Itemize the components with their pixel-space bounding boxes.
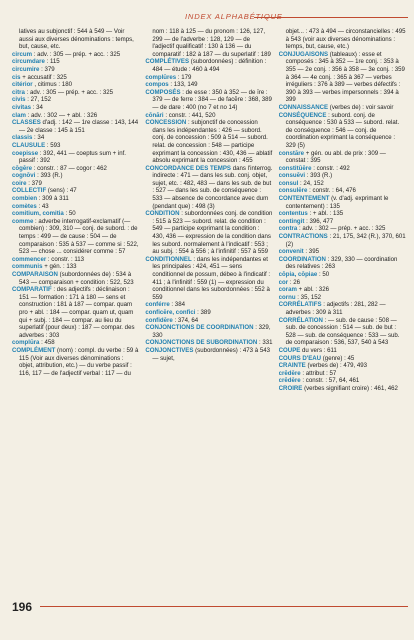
index-references: : 389 [197, 308, 211, 316]
index-headword: consuēvi [278, 172, 306, 180]
index-references: : des adjectifs : déclinaison : 151 — formation : 171 à 180 — sens et construction : 181 à 187 — compar. quam pro + abl. : 184 — compar. quam ut, quam qui + subj. : 184 — compar. au lieu du superlatif (pour deux) : 187 — compar. des adverbes : 303 [19, 286, 135, 339]
index-entry [278, 271, 406, 279]
index-entry [145, 301, 272, 309]
index-entry [145, 210, 273, 256]
index-entry [278, 278, 406, 287]
index-headword: cognōvi [12, 172, 36, 180]
index-headword: COMPARAISON [12, 271, 58, 278]
index-headword: convenit [278, 248, 304, 256]
index-headword: COMPLÉTIVES [145, 58, 190, 66]
index-references: (sens) : 47 [47, 187, 77, 195]
index-entry [12, 195, 139, 203]
index-entry [278, 103, 406, 112]
index-headword: CLAUSULE [12, 141, 46, 149]
index-references: : + abl. : 135 [309, 210, 344, 218]
index-references: : 329, 330 [152, 324, 271, 339]
index-headword: COMPARATIF [12, 286, 52, 294]
index-entry [12, 187, 139, 195]
index-entry [12, 111, 139, 120]
index-entry [12, 73, 139, 82]
index-entry [278, 50, 406, 104]
index-entry [12, 202, 139, 211]
index-headword: consulĕre [278, 187, 308, 195]
index-entry [278, 301, 406, 316]
index-headword: coepisse [12, 149, 39, 157]
index-entry [278, 225, 406, 233]
index-headword: comme [12, 217, 34, 225]
index-references: : 50 [318, 271, 330, 278]
index-column-3 [279, 28, 406, 608]
index-headword: COMPLÉMENT [12, 346, 56, 354]
index-headword: CONJONCTIONS DE SUBORDINATION [145, 339, 258, 347]
running-title: INDEX ALPHABÉTIQUE [185, 12, 283, 21]
index-headword: complūra [12, 339, 40, 347]
index-entry [12, 81, 139, 89]
index-headword: cōnāri [145, 111, 164, 119]
index-references: : de esse : 350 à 352 — de īre : 379 — de ferre : 384 — de facĕre : 368, 389 — de dare : 400 (no 7 et no 14) [152, 88, 272, 111]
index-references: dans l'interrog. indirecte : 471 — dans les sub. conj. objet, sujet, etc. : 482, 483 — dans les sub. de but : 527 — dans les sub. de conséquence : 533 — absence de concordance avec dum (pendant que) : 498 (3) [152, 164, 273, 210]
index-columns [12, 28, 406, 608]
index-references: : 374, 64 [174, 316, 199, 324]
index-headword: CORRÉLATION [278, 316, 323, 324]
index-references: : dans les indépendantes et les principales : 424, 451 — sens conditionnel de possum, débeo à l'indicatif : 411 ; à l'infinitif : 559 (1) — expression du conditionnel dans les subordonnées : 552 à 559 [152, 255, 271, 301]
index-headword: complūres [145, 73, 177, 81]
index-entry [278, 233, 406, 248]
index-entry [19, 28, 139, 51]
index-references: : adv. : 302 — + abl. : 326 [27, 111, 98, 119]
index-entry [12, 141, 139, 150]
index-headword: comitium, comitia [12, 210, 64, 218]
index-references: : 593 [46, 141, 61, 149]
index-entry [12, 134, 139, 142]
index-headword: CRAINTE [278, 362, 306, 370]
index-references: : 115 [46, 58, 60, 66]
index-headword: COLLECTIF [12, 187, 47, 195]
index-headword: conférre [145, 301, 170, 309]
index-entry [145, 58, 272, 73]
index-headword: CONDITIONNEL [145, 255, 192, 263]
index-references: : 43 [38, 202, 49, 210]
index-headword: CONCESSION [145, 119, 187, 127]
index-column-2 [145, 28, 272, 608]
index-references: : 34 [32, 103, 43, 111]
index-headword: confidĕre [145, 316, 173, 324]
index-entry [145, 164, 273, 211]
index-headword: coram [278, 286, 297, 294]
index-references: : constr. : 64, 476 [309, 187, 356, 195]
index-references: : 27, 152 [27, 96, 51, 104]
index-entry [145, 316, 272, 325]
index-entry [145, 73, 272, 82]
index-headword: crēdĕre [278, 369, 301, 377]
index-headword: CONJONCTIONS DE COORDINATION [145, 324, 254, 332]
index-references: : 379 [41, 65, 55, 73]
index-headword: communis [12, 263, 43, 271]
index-entry [278, 172, 406, 180]
index-headword: civis [12, 96, 26, 104]
index-entry [12, 339, 139, 347]
index-headword: comètes [12, 202, 37, 210]
index-headword: CORRÉLATIFS [278, 301, 322, 309]
index-entry [12, 286, 139, 339]
index-entry [145, 324, 272, 339]
index-references: : 21, 175, 342 (R.), 370, 601 (2) [285, 233, 406, 248]
index-entry [12, 210, 139, 218]
index-entry [278, 354, 406, 363]
index-references: du vers : 611 [302, 346, 337, 354]
index-references: : 26 [289, 278, 301, 286]
index-references: : 392, 441 — coeptus sum + inf. passif : 392 [19, 149, 127, 165]
index-headword: civitas [12, 103, 31, 111]
index-references: : adv. : 305 — prép. + acc. : 325 [26, 88, 114, 96]
index-references: : constr. : 441, 520 [165, 111, 216, 119]
index-references: (genre) : 45 [322, 354, 355, 362]
index-references: : 331 [258, 339, 273, 347]
index-references: : 458 [41, 339, 55, 347]
index-entry [145, 111, 272, 120]
index-entry [12, 263, 139, 271]
index-references: : 133, 149 [170, 81, 198, 89]
index-entry [278, 316, 406, 347]
index-headword: contentus [278, 210, 308, 218]
index-entry [145, 339, 273, 347]
index-references: : attribut : 57 [302, 369, 337, 377]
index-entry [278, 187, 406, 195]
index-references: : 384 [171, 301, 185, 309]
index-references: : adv. : 305 — prép. + acc. : 325 [33, 50, 121, 58]
index-headword: CONNAISSANCE [278, 103, 329, 111]
index-entry [12, 149, 139, 165]
index-references: : subjonctif de concession dans les indépendantes : 426 — subord. conj. de concession : 509 à 514 — subord. relat. de concession : 548 — participe exprimant la concession : 430, 436 — ablatif absolu exprimant la concession : 455 [152, 119, 273, 165]
index-references: : constr. : 113 [47, 255, 85, 263]
index-headword: CONCORDANCE DES TEMPS [145, 164, 231, 172]
index-entry [278, 149, 406, 165]
index-headword: contra [278, 225, 298, 233]
index-references: (nom) : compl. du verbe : 59 à 115 (Voir aux diverses dénominations : objet, attribution, etc.) — du verbe passif : 116, 117 — de l'adjectif verbal : 117 — du [19, 346, 139, 377]
index-references: + abl. : 326 [298, 286, 329, 294]
index-headword: COURS D'EAU [278, 354, 322, 362]
index-entry [278, 195, 406, 210]
index-references: nom : 118 à 125 — du pronom : 126, 127, 299 — de l'adverbe : 128, 129 — de l'adjectif qualificatif : 130 à 136 — du comparatif : 182 à 187 — du superlatif : 189 [152, 28, 271, 58]
index-references: : adjectifs : 281, 282 — adverbes : 309 à 311 [285, 301, 386, 316]
index-references: : — sub. de cause : 508 — sub. de concession : 514 — sub. de but : 528 — sub. de conséquence : 533 — sub. de comparaison : 536, 537, 540 à 543 [285, 316, 400, 347]
index-entry [12, 119, 139, 134]
index-entry [278, 384, 406, 393]
index-references: + accusatif : 325 [22, 73, 67, 81]
index-headword: CONSÉQUENCE [278, 111, 327, 119]
index-entry [12, 88, 139, 97]
index-headword: consul [278, 179, 299, 187]
index-references: : adv. : 302 — prép. + acc. : 325 [298, 225, 386, 233]
index-entry [145, 255, 272, 302]
index-headword: coire [12, 179, 27, 187]
index-references: d'adj. : 142 — 1re classe : 143, 144 — 2e classe : 145 à 151 [19, 119, 139, 134]
index-references: (subordonnées) : définition : 484 — étude : 460 à 494 [152, 58, 267, 73]
index-references: (verbes de) : 479, 493 [307, 362, 368, 370]
index-references: (verbes signifiant croire) : 461, 462 [304, 384, 398, 392]
index-references: , citimus : 180 [34, 81, 72, 89]
index-headword: crēdĕre [278, 377, 301, 385]
index-headword: cornu [278, 293, 296, 301]
index-references: : subord. conj. de conséquence : 530 à 533 — subord. relat. de conséquence : 546 — conj. de coordination exprimant la conséquence : 329 (5) [285, 111, 400, 149]
index-headword: citra [12, 88, 25, 96]
index-headword: circum [12, 50, 32, 58]
index-references: : 329, 330 — coordination des relatives : 263 [285, 255, 398, 271]
index-entry [12, 271, 139, 286]
index-references: : constr. : 492 [313, 164, 350, 172]
index-entry [12, 58, 139, 66]
index-headword: combien [12, 195, 38, 203]
index-headword: compos [145, 81, 169, 89]
index-headword: COORDINATION [278, 255, 326, 263]
index-references: objet... : 473 à 494 — circonstancielles : 495 à 543 (voir aux diverses dénominations : temps, but, cause, etc.) [285, 28, 406, 51]
header-rule [254, 17, 408, 18]
index-headword: cis [12, 73, 21, 81]
index-entry [12, 103, 139, 112]
index-references: (verbes de) : voir savoir [329, 103, 394, 111]
index-references: : constr. : 57, 64, 461 [302, 377, 360, 385]
index-entry [278, 377, 406, 385]
index-references: (subordonnées) : 473 à 543 — sujet, [152, 346, 270, 362]
index-headword: clam [12, 111, 26, 119]
index-entry [278, 369, 406, 378]
index-entry [278, 111, 406, 150]
index-entry [278, 217, 406, 226]
index-headword: classis [12, 134, 33, 142]
index-references: : 379 [28, 179, 42, 187]
index-headword: CONJUGAISONS [278, 50, 329, 58]
index-references: + gén. : 133 [44, 263, 77, 271]
index-headword: conficĕre, confici [145, 308, 196, 316]
index-entry [12, 179, 139, 188]
page-header [0, 12, 414, 26]
index-entry [278, 362, 406, 370]
index-column-1 [12, 28, 139, 608]
index-references: : 50 [65, 210, 76, 218]
index-entry [12, 217, 139, 256]
index-headword: constitūĕre [278, 164, 312, 172]
index-entry [152, 28, 272, 58]
page-number: 196 [12, 600, 33, 614]
index-headword: contingit [278, 217, 305, 225]
index-headword: CONDITION [145, 210, 180, 218]
index-entry [12, 65, 139, 74]
index-entry [145, 88, 272, 112]
index-references: : subordonnées conj. de condition : 515 à 523 — subord. relat. de condition : 549 — participe exprimant la condition : 430, 436 — expression de la condition dans les subord. normalement à l'indicatif : 553 ; au subj. : 554 à 556 ; à l'infinitif : 557 à 559 [152, 210, 273, 256]
index-entry [278, 286, 406, 294]
index-headword: circumire [12, 65, 40, 73]
index-references: : 24, 152 [300, 179, 324, 187]
index-entry [145, 308, 272, 317]
index-entry [145, 119, 273, 165]
index-headword: citérior [12, 81, 33, 89]
index-entry [12, 172, 139, 180]
index-references: (subordonnées de) : 534 à 543 — comparaison + condition : 522, 523 [19, 271, 134, 286]
index-headword: cor [278, 278, 289, 286]
index-references: + gén. ou abl. de prix : 309 — constat : 395 [285, 149, 386, 165]
index-headword: COMPOSÉS [145, 88, 181, 96]
index-references: : 393 (R.) [37, 172, 63, 180]
index-entry [12, 346, 139, 377]
index-headword: CONJONCTIVES [145, 346, 194, 354]
index-references: : 393 (R.) [306, 172, 333, 180]
index-headword: cōgĕre [12, 164, 32, 172]
index-entry [12, 164, 139, 173]
index-entry [12, 50, 139, 59]
index-references: : adverbe interrogatif-exclamatif (— combien) : 309, 310 — conj. de subord. : de temps : 499 — de cause : 504 — de comparaison : 535 à 537 — comme si : 522, 523 — chose ... considérer comme : 57 [19, 217, 139, 256]
index-entry [12, 255, 139, 264]
index-entry [278, 179, 406, 188]
index-entry [12, 96, 139, 104]
index-references: : constr. : 87 — cogor : 462 [33, 164, 107, 172]
index-headword: CONTRACTIONS [278, 233, 328, 241]
index-references: : 35, 152 [297, 293, 322, 301]
index-references: : 309 à 311 [38, 195, 69, 203]
footer-rule [40, 606, 408, 607]
index-references: : 396, 477 [306, 217, 334, 225]
index-headword: constāre [278, 149, 305, 157]
index-references: : 395 [305, 248, 319, 256]
index-headword: CROIRE [278, 384, 303, 392]
index-headword: commencer [12, 255, 47, 263]
index-headword: CLASSES [12, 119, 41, 127]
index-references: : 179 [177, 73, 192, 81]
index-entry [278, 210, 406, 218]
index-references: : 34 [34, 134, 45, 142]
index-references: latives au subjonctif : 544 à 549 — Voir aussi aux diverses dénominations : temps, but, cause, etc. [19, 28, 134, 51]
index-headword: circumdare [12, 58, 45, 66]
index-entry [278, 248, 406, 256]
index-headword: COUPE [278, 346, 301, 354]
index-entry [286, 28, 406, 51]
index-entry [145, 346, 272, 362]
index-headword: CONTENTEMENT [278, 195, 330, 203]
index-references: (v. d'adj. exprimant le contentement) : 135 [285, 195, 389, 210]
index-entry [278, 164, 406, 173]
index-headword: cōpia, cōpiae [278, 271, 318, 278]
index-entry [278, 255, 406, 271]
index-entry [278, 346, 406, 355]
index-entry [145, 81, 272, 89]
index-references: (tableaux) : esse et composés : 345 à 352 — 1re conj. : 353 à 355 — 2e conj. : 356 à 358 — 3e conj. : 359 à 364 — 4e conj. : 365 à 367 — verbes irréguliers : 376 à 389 — verbes défectifs : 390 à 393 — verbes impersonnels : 394 à 399 [285, 50, 405, 104]
